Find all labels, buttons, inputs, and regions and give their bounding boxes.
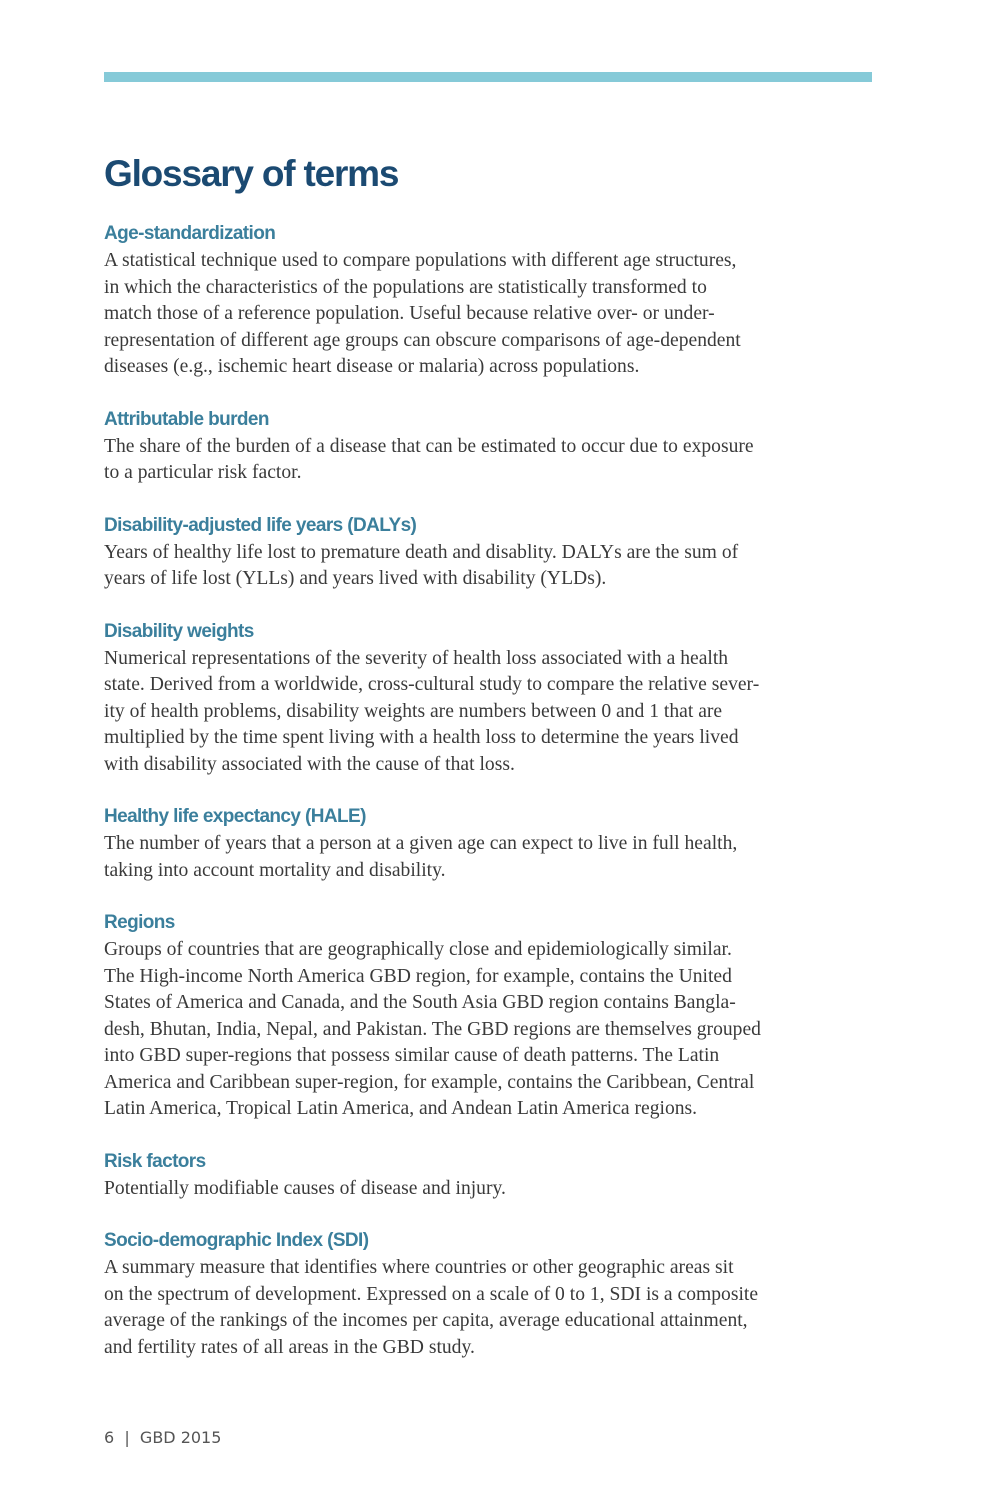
- glossary-entry: [104, 220, 884, 381]
- glossary-entry: [104, 803, 884, 884]
- glossary-term: Age-standardization: [104, 223, 276, 244]
- glossary-term: Healthy life expectancy (HALE): [104, 806, 366, 827]
- definition-line: in which the characteristics of the populations are statistically transformed to: [104, 276, 707, 298]
- accent-bar: [104, 72, 872, 82]
- definition-line: Numerical representations of the severity of health loss associated with a health: [104, 647, 729, 669]
- definition-line: Latin America, Tropical Latin America, and Andean Latin America regions.: [104, 1098, 698, 1119]
- definition-line: taking into account mortality and disability.: [104, 859, 446, 881]
- definition-line: representation of different age groups can obscure comparisons of age-dependent: [104, 329, 741, 351]
- glossary-list: [104, 220, 884, 1386]
- definition-line: to a particular risk factor.: [104, 462, 302, 483]
- definition-line: A statistical technique used to compare populations with different age structures,: [104, 250, 737, 271]
- glossary-entry: [104, 512, 884, 593]
- page-footer: 6 | GBD 2015: [104, 1428, 222, 1447]
- glossary-term: Attributable burden: [104, 408, 269, 430]
- definition-line: into GBD super-regions that possess similar cause of death patterns. The Latin: [104, 1045, 720, 1066]
- definition-line: desh, Bhutan, India, Nepal, and Pakistan. The GBD regions are themselves grouped: [104, 1018, 761, 1040]
- definition-line: years of life lost (YLLs) and years lived with disability (YLDs).: [104, 568, 607, 589]
- glossary-term: Risk factors: [104, 1150, 206, 1172]
- glossary-entry: [104, 1148, 884, 1203]
- glossary-entry: [104, 618, 884, 779]
- definition-line: diseases (e.g., ischemic heart disease or malaria) across populations.: [104, 356, 640, 377]
- page-title: Glossary of terms: [104, 153, 399, 194]
- definition-line: and fertility rates of all areas in the GBD study.: [104, 1336, 475, 1358]
- definition-line: multiplied by the time spent living with a health loss to determine the years lived: [104, 727, 739, 748]
- definition-line: average of the rankings of the incomes per capita, average educational attainment,: [104, 1310, 748, 1331]
- glossary-entry: [104, 406, 884, 487]
- definition-line: state. Derived from a worldwide, cross-cultural study to compare the relative sever-: [104, 674, 760, 695]
- definition-line: The share of the burden of a disease that can be estimated to occur due to exposure: [104, 435, 754, 457]
- definition-line: on the spectrum of development. Expressed on a scale of 0 to 1, SDI is a composite: [104, 1283, 759, 1305]
- definition-line: Groups of countries that are geographically close and epidemiologically similar.: [104, 939, 732, 960]
- definition-line: America and Caribbean super-region, for example, contains the Caribbean, Central: [104, 1071, 755, 1093]
- glossary-term: Socio-demographic Index (SDI): [104, 1230, 369, 1251]
- definition-line: Years of healthy life lost to premature death and disablity. DALYs are the sum of: [104, 541, 739, 563]
- definition-line: A summary measure that identifies where countries or other geographic areas sit: [104, 1257, 734, 1278]
- definition-line: States of America and Canada, and the South Asia GBD region contains Bangla-: [104, 992, 736, 1013]
- definition-line: The number of years that a person at a given age can expect to live in full health,: [104, 833, 738, 854]
- glossary-term: Disability-adjusted life years (DALYs): [104, 514, 417, 536]
- definition-line: match those of a reference population. Useful because relative over- or under-: [104, 303, 715, 324]
- definition-line: The High-income North America GBD region, for example, contains the United: [104, 965, 732, 987]
- glossary-term: Disability weights: [104, 620, 254, 642]
- definition-line: Potentially modifiable causes of disease and injury.: [104, 1177, 506, 1199]
- definition-line: with disability associated with the cause of that loss.: [104, 753, 515, 775]
- glossary-entry: [104, 1227, 884, 1361]
- definition-line: ity of health problems, disability weights are numbers between 0 and 1 that are: [104, 700, 723, 722]
- glossary-entry: [104, 909, 884, 1123]
- glossary-term: Regions: [104, 912, 175, 933]
